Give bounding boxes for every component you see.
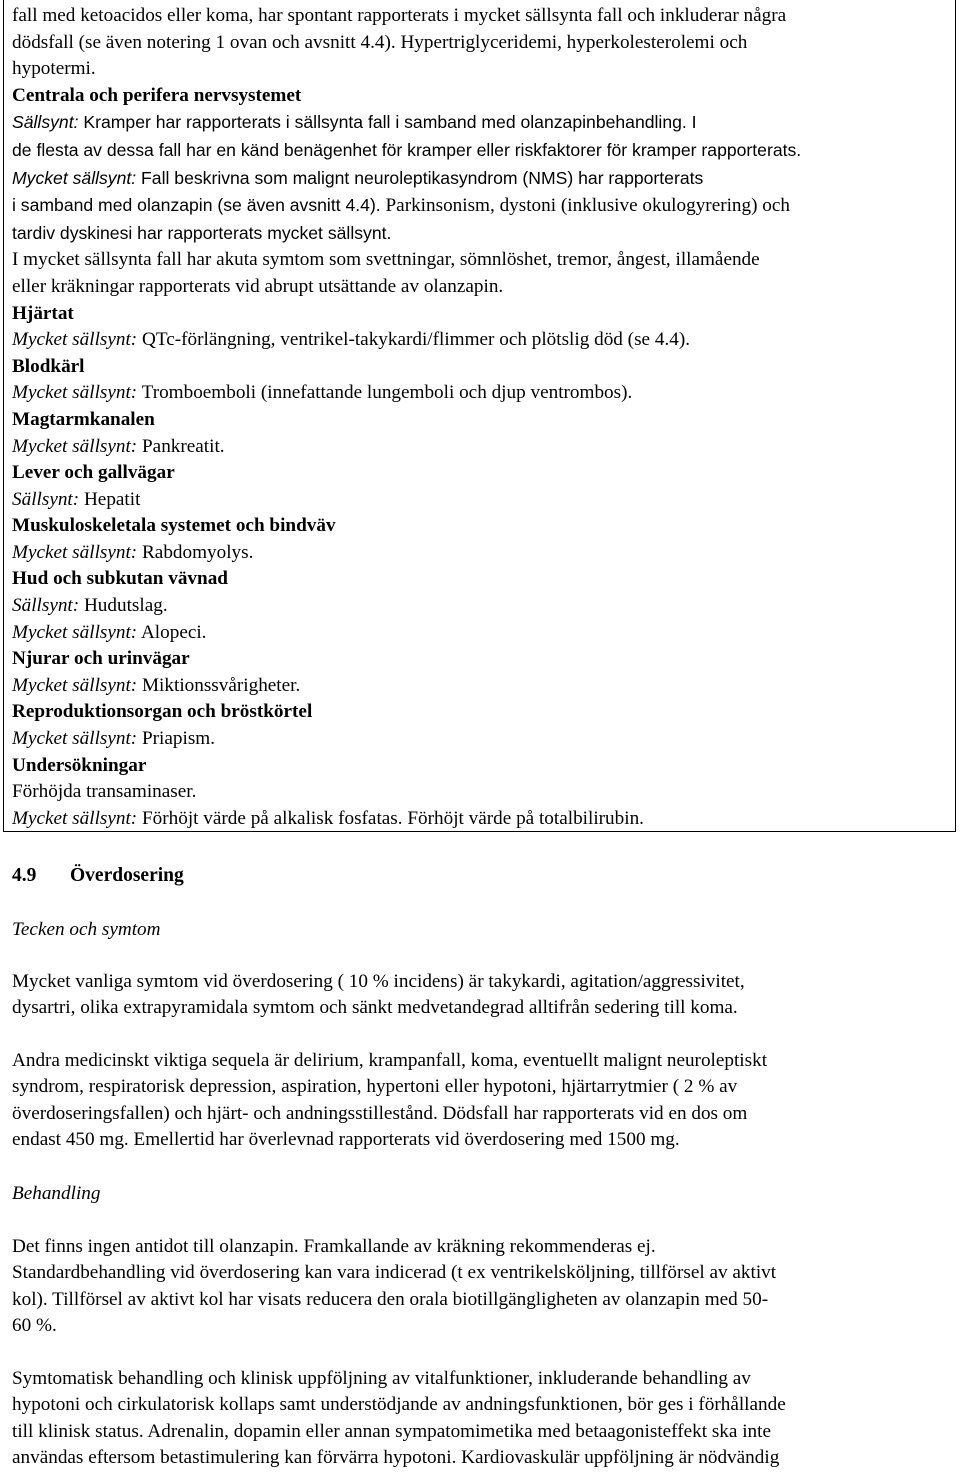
- paragraph-line: överdoseringsfallen) och hjärt- och andningsstillestånd. Dödsfall har rapporterats vid en dos om: [12, 1102, 748, 1124]
- table-text-line: [12, 109, 955, 137]
- text-span: de flesta av dessa fall har en känd benägenhet för kramper eller riskfaktorer för kramper rapporterats.: [12, 139, 802, 160]
- paragraph-line: Symtomatisk behandling och klinisk uppföljning av vitalfunktioner, inkluderande behandling av: [12, 1368, 751, 1389]
- text-span: i samband med olanzapin (se även avsnitt 4.4).: [12, 195, 381, 216]
- table-heading: Centrala och perifera nervsystemet: [12, 84, 302, 106]
- frequency-label: Mycket sällsynt:: [12, 541, 138, 563]
- text-span: Miktionssvårigheter.: [137, 674, 301, 696]
- paragraph-line: användas eftersom betastimulering kan förvärra hypotoni. Kardiovaskulär uppföljning är nödvändig: [12, 1447, 780, 1469]
- table-text-line: [12, 434, 955, 461]
- text-span: eller kräkningar rapporterats vid abrupt utsättande av olanzapin.: [12, 275, 504, 297]
- paragraph-line: hypotoni och cirkulatorisk kollaps samt understödjande av andningsfunktionen, bör ges i förhållande: [12, 1394, 786, 1416]
- paragraph-line: Det finns ingen antidot till olanzapin. Framkallande av kräkning rekommenderas ej.: [12, 1236, 656, 1257]
- table-text-line: [12, 487, 955, 514]
- subheading-signs: Tecken och symtom: [12, 919, 161, 940]
- table-text-line: [12, 540, 955, 567]
- table-heading: Muskuloskeletala systemet och bindväv: [12, 515, 336, 537]
- frequency-label: Mycket sällsynt:: [12, 807, 138, 829]
- text-span: Hudutslag.: [79, 595, 168, 617]
- frequency-label: Mycket sällsynt:: [12, 728, 138, 750]
- frequency-label: Mycket sällsynt:: [12, 435, 138, 457]
- paragraph-line: dysartri, olika extrapyramidala symtom och sänkt medvetandegrad alltifrån sedering till koma.: [12, 997, 738, 1019]
- text-span: Alopeci.: [137, 621, 207, 643]
- table-text-line: [12, 806, 955, 833]
- text-span: fall med ketoacidos eller koma, har spontant rapporterats i mycket sällsynta fall och inkluderar några: [12, 5, 787, 26]
- table-text-line: [12, 593, 955, 620]
- text-span: Tromboemboli (innefattande lungemboli och djup ventrombos).: [137, 382, 633, 404]
- frequency-label: Mycket sällsynt:: [12, 329, 138, 351]
- section-number: 4.9: [12, 865, 37, 886]
- text-span: Priapism.: [137, 728, 216, 750]
- paragraph-line: syndrom, respiratorisk depression, aspiration, hypertoni eller hypotoni, hjärtarrytmier ( 2 % av: [12, 1076, 738, 1098]
- table-text-line: [12, 192, 955, 220]
- paragraph-symptoms: [12, 969, 745, 1022]
- frequency-label: Mycket sällsynt:: [12, 674, 138, 696]
- text-span: Fall beskrivna som malignt neuroleptikasyndrom (NMS) har rapporterats: [136, 167, 704, 188]
- table-text-line: [12, 3, 955, 30]
- table-heading: Hjärtat: [12, 302, 74, 324]
- table-text-line: [12, 779, 955, 806]
- table-text-line: [12, 220, 955, 248]
- table-text-line: [12, 137, 955, 165]
- paragraph-antidote: [12, 1234, 776, 1340]
- text-span: QTc-förlängning, ventrikel-takykardi/flimmer och plötslig död (se 4.4).: [137, 329, 691, 351]
- frequency-label: Mycket sällsynt:: [12, 167, 137, 188]
- text-span: Kramper har rapporterats i sällsynta fall i samband med olanzapinbehandling. I: [78, 112, 697, 133]
- table-text-line: [12, 327, 955, 354]
- text-span: I mycket sällsynta fall har akuta symtom som svettningar, sömnlöshet, tremor, ångest, illamående: [12, 249, 760, 271]
- table-text-line: [12, 165, 955, 193]
- text-span: Förhöjt värde på alkalisk fosfatas. Förhöjt värde på totalbilirubin.: [137, 807, 644, 829]
- text-span: Pankreatit.: [137, 435, 225, 457]
- table-text-line: [12, 620, 955, 647]
- adverse-effects-table-cell: [3, 0, 956, 832]
- table-text-line: [12, 274, 955, 301]
- frequency-label: Sällsynt:: [12, 112, 79, 133]
- text-span: Hepatit: [79, 488, 141, 510]
- paragraph-sequela: [12, 1048, 767, 1154]
- text-span: tardiv dyskinesi har rapporterats mycket sällsynt.: [12, 222, 392, 243]
- table-text-line: [12, 30, 955, 57]
- text-span: hypotermi.: [12, 58, 96, 80]
- text-span: Förhöjda transaminaser.: [12, 781, 197, 803]
- table-text-line: [12, 726, 955, 753]
- frequency-label: Sällsynt:: [12, 595, 80, 617]
- table-heading: Undersökningar: [12, 754, 147, 776]
- paragraph-line: Andra medicinskt viktiga sequela är delirium, krampanfall, koma, eventuellt malignt neuroleptiskt: [12, 1050, 768, 1071]
- table-heading: Reproduktionsorgan och bröstkörtel: [12, 701, 313, 723]
- paragraph-line: 60 %.: [12, 1315, 57, 1337]
- table-heading: Hud och subkutan vävnad: [12, 568, 228, 590]
- frequency-label: Sällsynt:: [12, 488, 80, 510]
- table-text-line: [12, 673, 955, 700]
- table-heading: Njurar och urinvägar: [12, 648, 190, 670]
- paragraph-line: kol). Tillförsel av aktivt kol har visats reducera den orala biotillgängligheten av olanzapin med 50-: [12, 1288, 769, 1310]
- subheading-treatment: Behandling: [12, 1183, 101, 1204]
- text-span: Rabdomyolys.: [137, 541, 254, 563]
- frequency-label: Mycket sällsynt:: [12, 621, 138, 643]
- paragraph-line: Standardbehandling vid överdosering kan vara indicerad (t ex ventrikelsköljning, tillförsel av aktivt: [12, 1262, 777, 1284]
- text-span: dödsfall (se även notering 1 ovan och avsnitt 4.4). Hypertriglyceridemi, hyperkolesterolemi och: [12, 31, 748, 53]
- table-heading: Blodkärl: [12, 355, 85, 377]
- section-heading: [12, 862, 184, 890]
- table-text-line: [12, 56, 955, 83]
- table-heading: Magtarmkanalen: [12, 408, 155, 430]
- paragraph-line: till klinisk status. Adrenalin, dopamin eller annan sympatomimetika med betaagonisteffekt ska inte: [12, 1420, 771, 1442]
- paragraph-line: endast 450 mg. Emellertid har överlevnad rapporterats vid överdosering med 1500 mg.: [12, 1129, 680, 1151]
- table-text-line: [12, 380, 955, 407]
- text-span: Parkinsonism, dystoni (inklusive okulogyrering) och: [380, 195, 791, 217]
- table-heading: Lever och gallvägar: [12, 462, 175, 484]
- frequency-label: Mycket sällsynt:: [12, 382, 138, 404]
- paragraph-line: Mycket vanliga symtom vid överdosering ( 10 % incidens) är takykardi, agitation/aggressivitet,: [12, 971, 745, 992]
- table-text-line: [12, 247, 955, 274]
- paragraph-symptomatic-treatment: [12, 1366, 786, 1472]
- section-title: Överdosering: [70, 865, 184, 886]
